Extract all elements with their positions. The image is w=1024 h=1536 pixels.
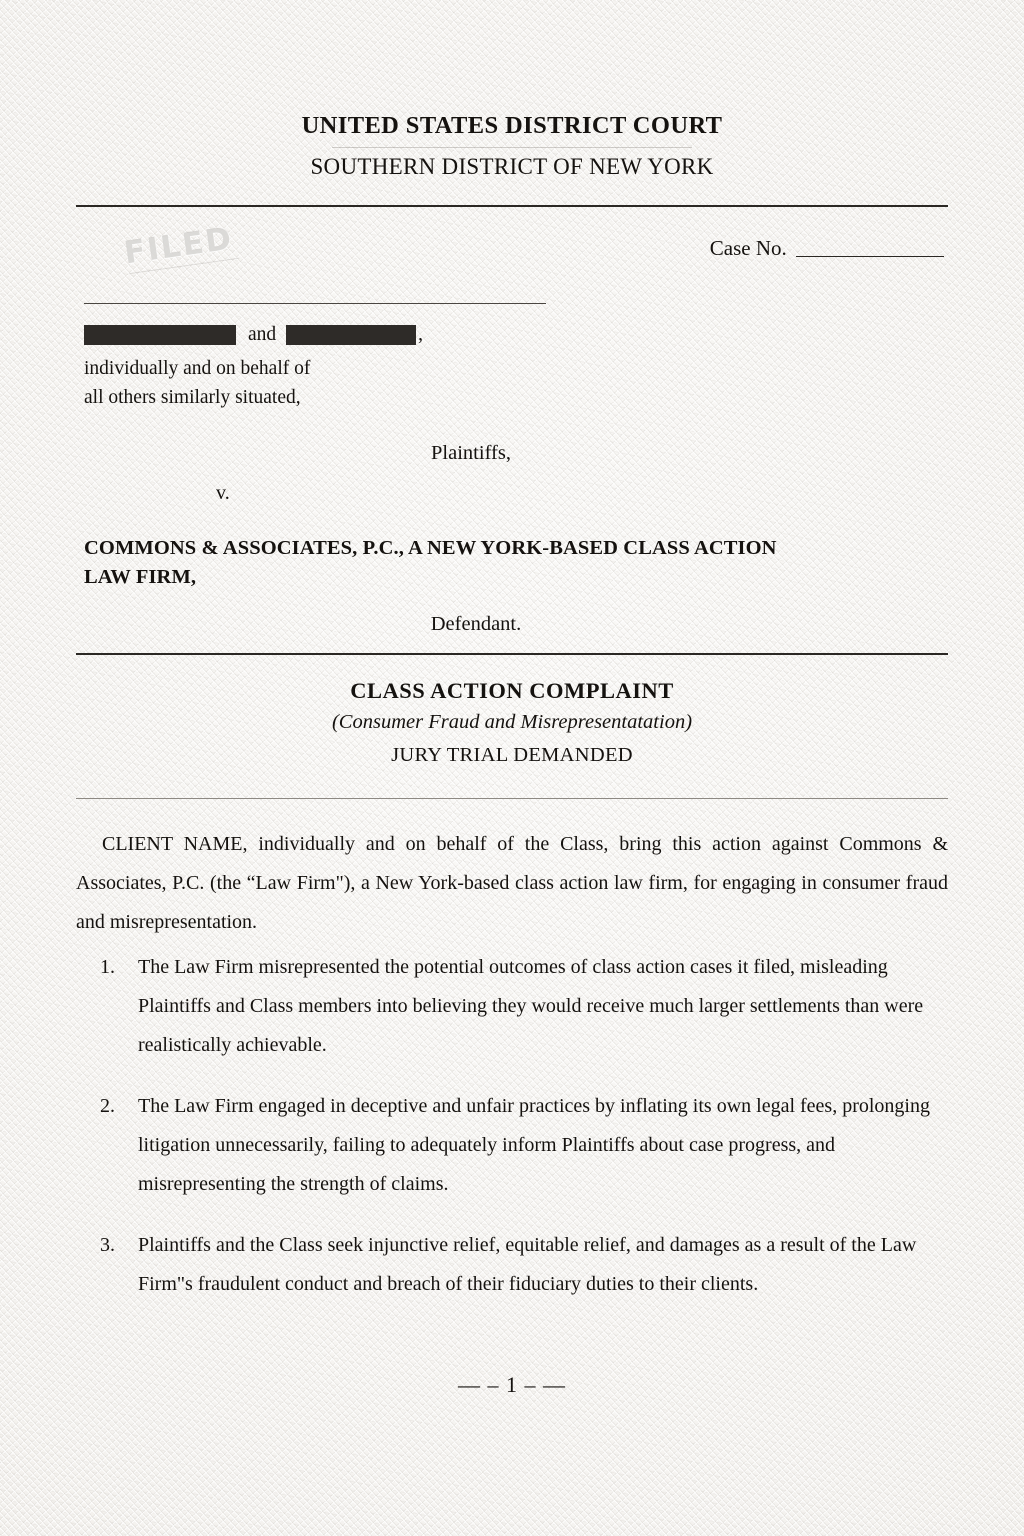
- plaintiffs-role-label: Plaintiffs,: [431, 442, 511, 464]
- document-subtitle: (Consumer Fraud and Misrepresentatation): [331, 711, 693, 734]
- numbered-claims-list: [76, 948, 948, 1326]
- filed-stamp-icon: FILED: [122, 220, 236, 272]
- plaintiff-join-word: and: [248, 324, 277, 346]
- header-rule: [76, 205, 948, 207]
- caption-top-rule: [84, 303, 546, 304]
- document-title: CLASS ACTION COMPLAINT: [350, 678, 674, 703]
- defendant-role-label: Defendant.: [430, 613, 522, 635]
- claim-text: The Law Firm engaged in deceptive and unfair practices by inflating its own legal fees, prolonging litigation unnecessarily, failing to adequately inform Plaintiffs about case progress, and misrepresenting the strength of claims.: [138, 1095, 930, 1195]
- page-content-area: [76, 0, 948, 1536]
- plaintiff-trailing-comma: ,: [418, 324, 424, 346]
- defendant-name: COMMONS & ASSOCIATES, P.C., A NEW YORK-BASED CLASS ACTION LAW FIRM,: [84, 537, 777, 589]
- case-number-field: [710, 236, 944, 261]
- court-heading: [76, 112, 948, 181]
- claim-text: Plaintiffs and the Class seek injunctive relief, equitable relief, and damages as a result of the Law Firm"s fraudulent conduct and breach of their fiduciary duties to their clients.: [138, 1234, 917, 1295]
- claim-item: [76, 1087, 948, 1204]
- claim-item: [76, 1226, 948, 1304]
- claim-number: 3.: [100, 1234, 115, 1256]
- versus-label: v.: [216, 482, 230, 504]
- redaction-bar-plaintiff-2: [286, 325, 416, 345]
- case-number-label: Case No.: [709, 236, 787, 260]
- claim-item: [76, 948, 948, 1065]
- claim-text: The Law Firm misrepresented the potential outcomes of class action cases it filed, misleading Plaintiffs and Class members into believing they would receive much larger settlements than were realistically achievable.: [138, 956, 924, 1056]
- claim-number: 2.: [100, 1095, 115, 1117]
- court-name: UNITED STATES DISTRICT COURT: [301, 112, 723, 139]
- plaintiff-descriptor-line-2: all others similarly situated,: [84, 387, 301, 409]
- document-title-block: [76, 676, 948, 770]
- case-number-blank[interactable]: [796, 256, 944, 257]
- redaction-bar-plaintiff-1: [84, 325, 236, 345]
- plaintiff-descriptor-line-1: individually and on behalf of: [84, 358, 311, 379]
- claim-number: 1.: [100, 956, 115, 978]
- page-number-footer: — – 1 – —: [458, 1372, 566, 1397]
- caption-bottom-rule: [76, 653, 948, 655]
- title-bottom-rule: [76, 798, 948, 799]
- caption-parties-block: [84, 322, 948, 413]
- court-district: SOUTHERN DISTRICT OF NEW YORK: [310, 154, 714, 180]
- jury-trial-demand: JURY TRIAL DEMANDED: [391, 743, 633, 766]
- court-heading-divider: [332, 147, 692, 148]
- plaintiff-names-row: [84, 322, 948, 348]
- introductory-paragraph: CLIENT NAME, individually and on behalf of the Class, bring this action against Commons & Associates, P.C. (the “Law Firm"), a New York-based class action law firm, for engaging in consumer fraud and misrepresentation.: [76, 833, 948, 933]
